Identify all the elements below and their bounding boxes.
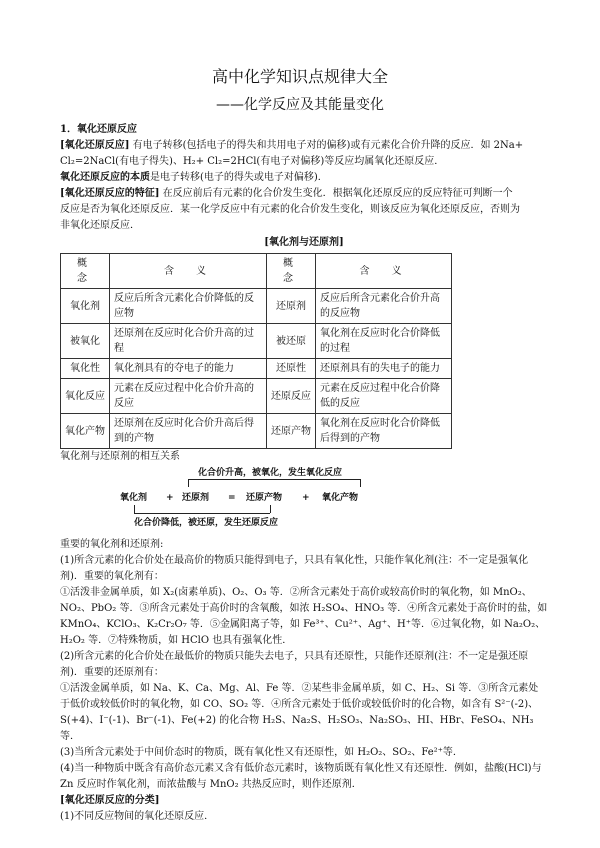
- table-header: 含 义: [316, 254, 452, 289]
- table-cell: 氧化性: [61, 359, 110, 379]
- table-title: [氧化剂与还原剂]: [264, 237, 344, 248]
- top-bracket-line: [188, 479, 360, 480]
- feature-label: [氧化还原反应的特征]: [60, 188, 160, 199]
- table-cell: 氧化剂具有的夺电子的能力: [110, 359, 267, 379]
- reducer-list: [60, 681, 548, 745]
- table-cell: 反应后所含元素化合价升高的反应物: [316, 289, 452, 324]
- definition-paragraph: [60, 138, 548, 170]
- table-cell: 还原性: [267, 359, 316, 379]
- table-cell: 还原剂在反应时化合价升高后得到的产物: [110, 414, 267, 449]
- oxidation-product-term: 氧化产物: [322, 493, 359, 503]
- table-header-row: [61, 254, 452, 289]
- reducer-list-end: 的化合物 H₂S、Na₂S、H₂SO₃、Na₂SO₃、HI、HBr、FeSO₄、NH₃ 等．: [60, 715, 534, 742]
- oxidant-term: 氧化剂: [120, 493, 148, 503]
- feature-text: 在反应前后有元素的化合价发生变化．根据氧化还原反应的反应特征可判断一个: [162, 188, 513, 199]
- table-cell: 被还原: [267, 324, 316, 359]
- table-row: [61, 289, 452, 324]
- bottom-bracket-right: [270, 505, 271, 513]
- table-row: [61, 379, 452, 414]
- section-heading: 1．氧化还原反应: [60, 124, 137, 135]
- reducer-list-text: ①活泼金属单质，如 Na、K、Ca、Mg、Al、Fe 等．②某些非金属单质，如 C、H₂、Si 等．③所含元素处于低价或较低价时的氧化物，如 CO、SO₂ 等．④所含元素处于低价或较低价时的化合物，如含有: [60, 683, 539, 710]
- feature-text-2: 反应是否为氧化还原反应．某一化学反应中有元素的化合价发生变化，则该反应为氧化还原反应，否则为: [60, 204, 520, 215]
- bottom-bracket-line: [134, 513, 270, 514]
- redox-relation-diagram: [120, 465, 420, 533]
- top-bracket-left: [188, 479, 189, 487]
- intermediate-paragraph: (3)当所含元素处于中间价态时的物质，既有氧化性又有还原性，如 H₂O₂、SO₂、Fe²⁺等．: [60, 747, 463, 758]
- table-cell: 氧化产物: [61, 414, 110, 449]
- bottom-arrow-label: 化合价降低，被还原，发生还原反应: [134, 518, 279, 528]
- table-cell: 还原产物: [267, 414, 316, 449]
- table-cell: 氧化反应: [61, 379, 110, 414]
- table-cell: 还原反应: [267, 379, 316, 414]
- table-cell: 元素在反应过程中化合价降低的反应: [316, 379, 452, 414]
- table-cell: 还原剂在反应时化合价升高的过程: [110, 324, 267, 359]
- oxidizer-list: ①活泼非金属单质，如 X₂(卤素单质)、O₂、O₃ 等．②所含元素处于高价或较高价时的氧化物，如 MnO₂、NO₂、PbO₂ 等．③所含元素处于高价时的含氧酸，如浓 H₂SO₄、HNO₃ 等．④所含元素处于高价时的盐，如 KMnO₄、KClO₃、K₂Cr₂O₇ 等．⑤金属阳离子等，如 Fe³⁺、Cu²⁺、Ag⁺、H⁺等．⑥过氧化物，如 Na₂O₂、H₂O₂ 等．⑦特殊物质，如 HClO 也具有强氧化性．: [60, 587, 548, 646]
- oxidizer-paragraph: (1)所含元素的化合价处在最高价的物质只能得到电子，只具有氧化性，只能作氧化剂(注：不一定是强氧化剂)．重要的氧化剂有：: [60, 555, 529, 582]
- definition-text: 有电子转移(包括电子的得失和共用电子对的偏移)或有元素化合价升降的反应．如 2Na+: [132, 140, 524, 151]
- page-subtitle: ——化学反应及其能量变化: [216, 97, 384, 113]
- table-cell: 还原剂具有的失电子的能力: [316, 359, 452, 379]
- ion-list: S²⁻(-2)、S(+4)、I⁻(-1)、Br⁻(-1)、Fe(+2): [60, 699, 539, 726]
- reduction-product-term: 还原产物: [246, 493, 283, 503]
- top-bracket-right: [360, 479, 361, 487]
- feature-text-3: 非氧化还原反应．: [60, 220, 140, 231]
- reducer-paragraph: (2)所含元素的化合价处在最低价的物质只能失去电子，只具有还原性，只能作还原剂(注：不一定是强还原剂)．重要的还原剂有：: [60, 651, 529, 678]
- plus-sign: +: [166, 493, 174, 503]
- table-cell: 还原剂: [267, 289, 316, 324]
- essence-label: 氧化还原反应的本质: [60, 172, 150, 183]
- table-row: [61, 324, 452, 359]
- page-title: 高中化学知识点规律大全: [211, 67, 388, 86]
- reductant-term: 还原剂: [182, 493, 210, 503]
- table-cell: 氧化剂: [61, 289, 110, 324]
- table-header: 含 义: [110, 254, 267, 289]
- oxidant-reductant-table: [60, 253, 452, 449]
- classification-item: (1)不同反应物间的氧化还原反应．: [60, 811, 215, 822]
- top-arrow-label: 化合价升高，被氧化，发生氧化反应: [198, 468, 343, 478]
- relation-heading: 氧化剂与还原剂的相互关系: [60, 451, 180, 462]
- table-cell: 反应后所含元素化合价降低的反应物: [110, 289, 267, 324]
- mixed-valence-paragraph: (4)当一种物质中既含有高价态元素又含有低价态元素时，该物质既有氧化性又有还原性．例如，盐酸(HCl)与 Zn 反应时作氧化剂，而浓盐酸与 MnO₂ 共热反应时，则作还原剂．: [60, 763, 542, 790]
- definition-text-2: Cl₂=2NaCl(有电子得失)、H₂+ Cl₂=2HCl(有电子对偏移)等反应均属氧化还原反应．: [60, 156, 445, 167]
- table-cell: 被氧化: [61, 324, 110, 359]
- table-row: [61, 414, 452, 449]
- table-cell: 元素在反应过程中化合价升高的反应: [110, 379, 267, 414]
- equals-sign: =: [228, 493, 236, 503]
- feature-paragraph: [60, 186, 548, 234]
- classification-label: [氧化还原反应的分类]: [60, 795, 160, 806]
- definition-label: [氧化还原反应]: [60, 140, 130, 151]
- essence-paragraph: [60, 170, 548, 186]
- table-header: 概 念: [267, 254, 316, 289]
- table-cell: 氧化剂在反应时化合价降低后得到的产物: [316, 414, 452, 449]
- bottom-bracket-left: [134, 505, 135, 513]
- table-row: [61, 359, 452, 379]
- plus-sign-2: +: [302, 493, 310, 503]
- essence-text: 是电子转移(电子的得失或电子对偏移)．: [150, 172, 328, 183]
- important-intro: 重要的氧化剂和还原剂:: [60, 539, 164, 550]
- document-body: [60, 122, 548, 825]
- table-cell: 氧化剂在反应时化合价降低的过程: [316, 324, 452, 359]
- table-header: 概 念: [61, 254, 110, 289]
